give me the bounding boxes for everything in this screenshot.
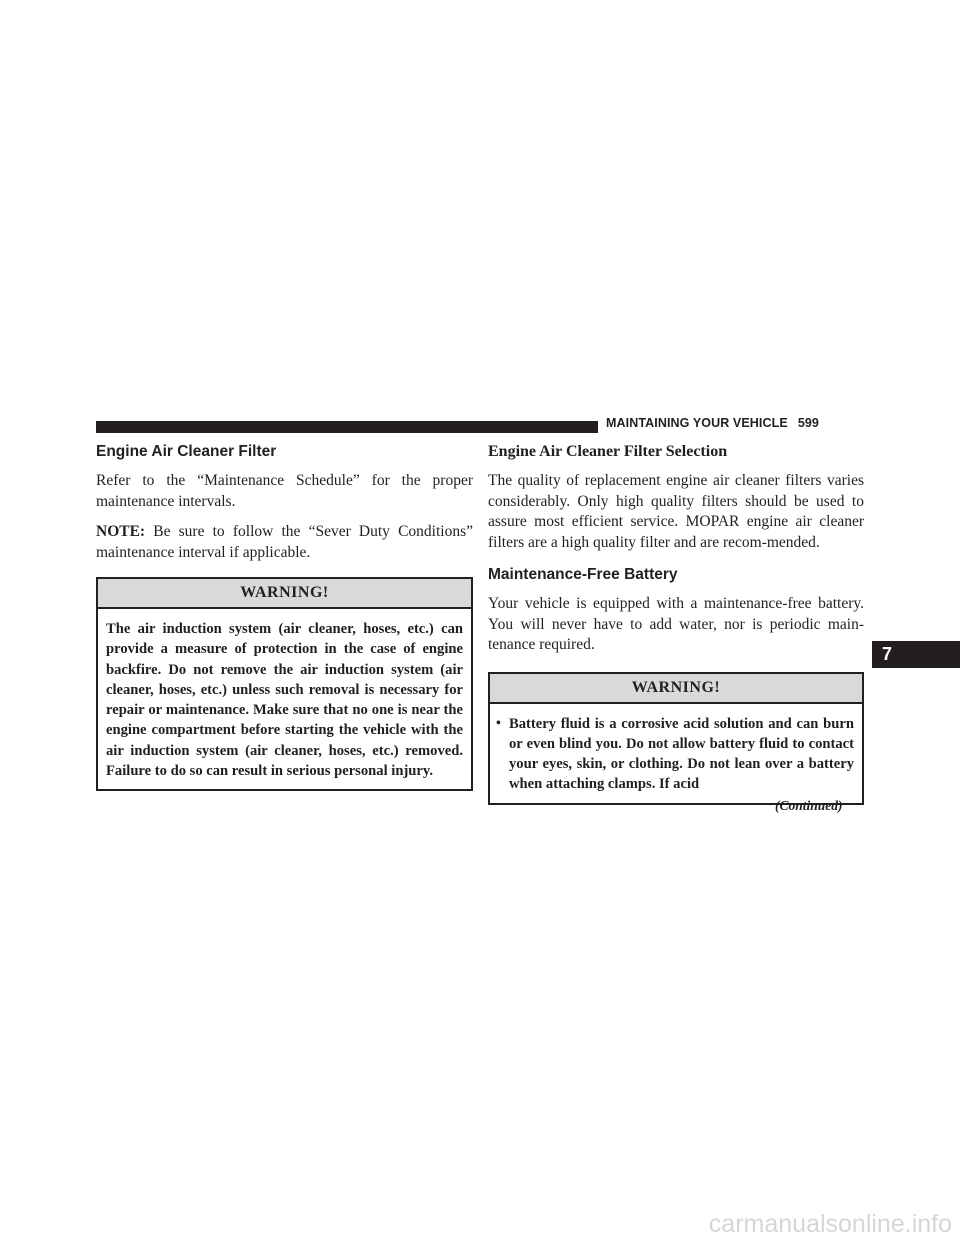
air-induction-warning-box	[96, 577, 473, 791]
continued-label: (Continued)	[775, 798, 843, 813]
warning-title: WARNING!	[98, 579, 471, 609]
filter-quality-paragraph: The quality of replacement engine air cleaner filters varies considerably. Only high quality filters should be used to assure most efficient service. MOPAR engine air cleaner filters are a high quality filter and are recom-mended.	[488, 472, 864, 551]
maintenance-schedule-paragraph: Refer to the “Maintenance Schedule” for the proper maintenance intervals.	[96, 472, 473, 510]
bullet-icon: •	[496, 715, 501, 731]
engine-air-cleaner-heading: Engine Air Cleaner Filter	[96, 443, 277, 460]
battery-heading: Maintenance-Free Battery	[488, 566, 678, 583]
battery-warning-box	[488, 672, 864, 805]
watermark: carmanualsonline.info	[708, 1210, 952, 1238]
right-column	[488, 442, 864, 805]
left-column	[96, 442, 473, 791]
warning-text: The air induction system (air cleaner, hoses, etc.) can provide a measure of protection in the case of engine backfire. Do not remove the air induction system (air cleaner, hoses, etc.) unless such removal is necessary for repair or maintenance. Make sure that no one is near the engine compartment before starting the vehicle with the air induction system (air cleaner, hoses, etc.) removed. Failure to do so can result in serious personal injury.	[106, 621, 463, 780]
warning-text: Battery fluid is a corrosive acid solution and can burn or even blind you. Do not allow battery fluid to contact your eyes, skin, or clothing. Do not lean over a battery when attaching clamps. If acid	[509, 715, 854, 793]
running-header	[606, 416, 819, 430]
warning-bullet-item	[490, 704, 862, 803]
note-paragraph	[96, 522, 473, 563]
battery-paragraph: Your vehicle is equipped with a maintenance-free battery. You will never have to add water, nor is periodic main-tenance required.	[488, 595, 864, 653]
section-title: MAINTAINING YOUR VEHICLE	[606, 416, 788, 430]
chapter-tab: 7	[872, 641, 960, 668]
note-text: Be sure to follow the “Sever Duty Conditions” maintenance interval if applicable.	[96, 523, 473, 561]
page-number: 599	[797, 416, 819, 430]
header-rule	[96, 421, 598, 433]
note-label: NOTE:	[96, 523, 146, 540]
filter-selection-heading: Engine Air Cleaner Filter Selection	[488, 443, 728, 460]
warning-title: WARNING!	[490, 674, 862, 704]
